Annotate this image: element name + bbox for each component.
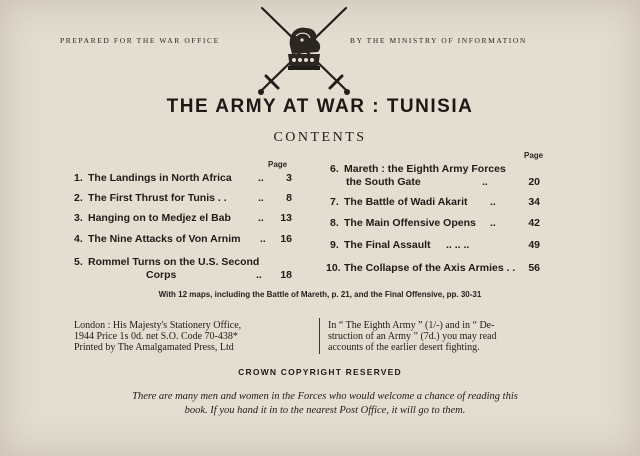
toc-leader: ..: [490, 217, 496, 229]
toc-number: 1.: [74, 172, 83, 184]
toc-number: 10.: [326, 262, 341, 274]
toc-number: 3.: [74, 212, 83, 224]
toc-entry: [74, 233, 292, 245]
toc-title: The First Thrust for Tunis . .: [88, 192, 227, 204]
maps-note: With 12 maps, including the Battle of Mareth, p. 21, and the Final Offensive, pp. 30-31: [158, 290, 482, 299]
toc-entry: [330, 239, 540, 251]
publisher-right: BY THE MINISTRY OF INFORMATION: [350, 36, 527, 45]
toc-page: 16: [280, 233, 292, 245]
toc-title: Mareth : the Eighth Army Forces: [344, 163, 506, 175]
toc-page: 20: [528, 176, 540, 188]
appeal-line: There are many men and women in the Forces who would welcome a chance of reading this: [132, 391, 518, 402]
imprint-line: London : His Majesty's Stationery Office,: [74, 320, 242, 331]
related-reading: [328, 320, 558, 353]
toc-leader: .. .. ..: [446, 239, 470, 251]
toc-number: 4.: [74, 233, 83, 245]
page-column-heading-right: Page: [524, 151, 544, 160]
toc-title: The Battle of Wadi Akarit: [344, 196, 468, 208]
toc-leader: ..: [256, 269, 262, 281]
contents-heading: CONTENTS: [273, 130, 367, 145]
toc-title: The Final Assault: [344, 239, 431, 251]
toc-title: The Landings in North Africa: [88, 172, 232, 184]
toc-title-continued: Corps: [146, 269, 177, 281]
toc-entry: [330, 217, 540, 229]
toc-title: Rommel Turns on the U.S. Second: [88, 256, 260, 268]
toc-number: 9.: [330, 239, 339, 251]
toc-page: 42: [528, 217, 540, 229]
toc-leader: ..: [258, 172, 264, 184]
toc-leader: ..: [490, 196, 496, 208]
toc-leader: ..: [258, 212, 264, 224]
toc-leader: ..: [260, 233, 266, 245]
toc-leader: ..: [482, 176, 488, 188]
crossed-swords-lion-crown-icon: [252, 2, 356, 98]
toc-page: 56: [528, 262, 540, 274]
toc-entry: [330, 163, 506, 175]
related-line: In “ The Eighth Army ” (1/-) and in “ De-: [328, 320, 495, 331]
toc-number: 2.: [74, 192, 83, 204]
toc-title: The Nine Attacks of Von Arnim: [88, 233, 241, 245]
toc-entry: [326, 262, 540, 274]
related-line: accounts of the earlier desert fighting.: [328, 342, 480, 353]
copyright-notice: CROWN COPYRIGHT RESERVED: [238, 367, 402, 377]
toc-page: 13: [280, 212, 292, 224]
toc-title: The Collapse of the Axis Armies . .: [344, 262, 516, 274]
toc-page: 34: [528, 196, 540, 208]
imprint-line: 1944 Price 1s 0d. net S.O. Code 70-438*: [74, 331, 238, 342]
toc-page: 8: [286, 192, 292, 204]
toc-title-continued: the South Gate: [346, 176, 421, 188]
toc-entry: [74, 172, 292, 184]
booklet-title: THE ARMY AT WAR : TUNISIA: [166, 96, 474, 117]
toc-entry-continuation: [346, 176, 540, 188]
imprint: [74, 320, 314, 353]
toc-number: 8.: [330, 217, 339, 229]
toc-number: 5.: [74, 256, 83, 268]
toc-number: 7.: [330, 196, 339, 208]
toc-title: Hanging on to Medjez el Bab: [88, 212, 231, 224]
toc-page: 18: [280, 269, 292, 281]
publisher-left: PREPARED FOR THE WAR OFFICE: [60, 36, 220, 45]
column-divider: [319, 318, 320, 354]
imprint-line: Printed by The Amalgamated Press, Ltd: [74, 342, 234, 353]
appeal-line: book. If you hand it in to the nearest Post Office, it will go to them.: [184, 405, 466, 416]
toc-page: 3: [286, 172, 292, 184]
toc-entry: [74, 256, 259, 268]
toc-page: 49: [528, 239, 540, 251]
toc-entry: [330, 196, 540, 208]
forces-appeal: [90, 390, 560, 418]
toc-leader: ..: [258, 192, 264, 204]
toc-entry: [74, 192, 292, 204]
toc-entry: [74, 212, 292, 224]
toc-entry-continuation: [146, 269, 292, 281]
toc-title: The Main Offensive Opens: [344, 217, 476, 229]
toc-number: 6.: [330, 163, 339, 175]
page-column-heading-left: Page: [268, 160, 288, 169]
related-line: struction of an Army ” (7d.) you may read: [328, 331, 497, 342]
